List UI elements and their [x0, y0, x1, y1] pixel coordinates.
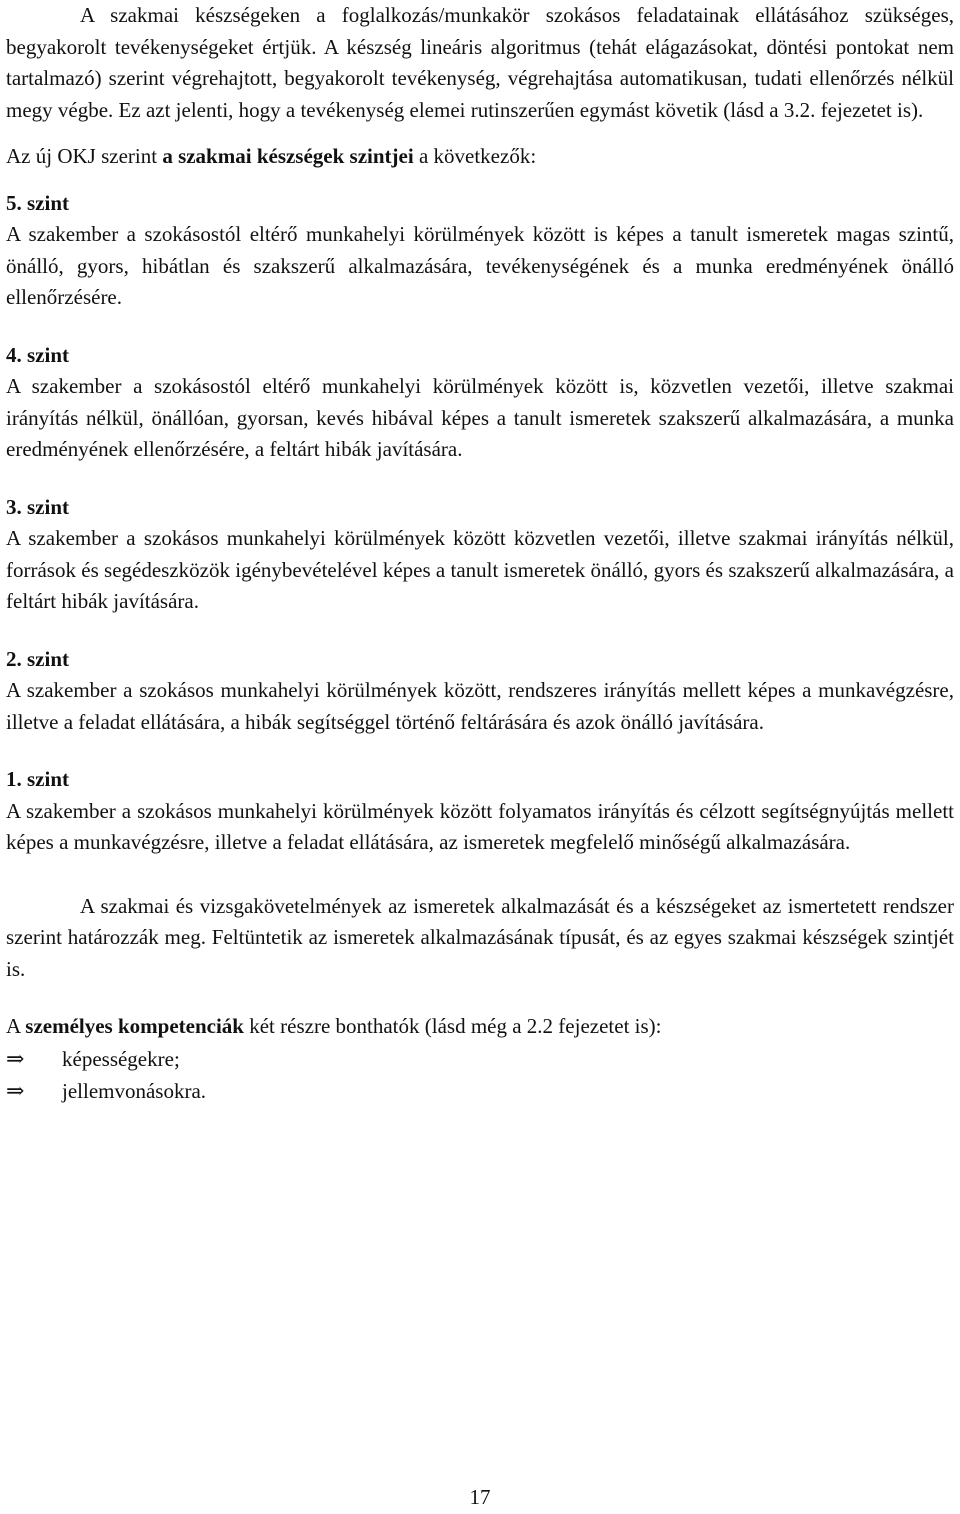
page-number: 17: [469, 1485, 491, 1509]
double-arrow-icon: ⇒: [6, 1045, 25, 1071]
level-1: [6, 764, 954, 859]
level-5: [6, 188, 954, 314]
requirements-paragraph: A szakmai és vizsgakövetelmények az ismeretek alkalmazását és a készségeket az ismertetett rendszer szerint határozzák meg. Feltüntetik az ismeretek alkalmazásának típusát, és az egyes szakmai készségek szintjét is.: [6, 893, 954, 981]
personal-intro-bold: személyes kompetenciák: [25, 1014, 244, 1038]
list-item: [6, 1075, 954, 1108]
list-item-text: jellemvonásokra.: [62, 1079, 207, 1103]
document-page: [6, 0, 954, 1108]
double-arrow-icon: ⇒: [6, 1078, 25, 1103]
list-item-text: képességekre;: [62, 1046, 180, 1071]
level-text: A szakember a szokásos munkahelyi körülmények között, rendszeres irányítás mellett képes a munkavégzésre, illetve a feladat ellátására, a hibák segítséggel történő feltárására és azok önálló javítására.: [6, 678, 954, 734]
level-text: A szakember a szokásos munkahelyi körülmények között folyamatos irányítás és célzott segítségnyújtás mellett képes a munkavégzésre, illetve a feladat ellátására, az ismeretek megfelelő minőségű alkalmazására.: [6, 798, 954, 854]
intro-paragraph: A szakmai készségeken a foglalkozás/munkakör szokásos feladatainak ellátásához szükséges, begyakorolt tevékenységeket értjük. A készség lineáris algoritmus (tehát elágazásokat, döntési pontokat nem tartalmazó) szerint végrehajtott, begyakorolt tevékenység, végrehajtása automatikusan, tudati ellenőrzés nélkül megy végbe. Ez azt jelenti, hogy a tevékenység elemei rutinszerűen egymást követik (lásd a 3.2. fejezetet is).: [6, 3, 954, 122]
level-title: 1. szint: [6, 767, 69, 791]
level-4: [6, 340, 954, 466]
level-title: 5. szint: [6, 190, 69, 215]
level-title: 4. szint: [6, 342, 69, 367]
level-text: A szakember a szokásostól eltérő munkahelyi körülmények között is, közvetlen vezetői, illetve szakmai irányítás nélkül, önállóan, gyorsan, kevés hibával képes a tanult ismeretek szakszerű alkalmazására, a munka eredményének ellenőrzésére, a feltárt hibák javítására.: [6, 374, 954, 461]
personal-intro-before: A: [6, 1014, 26, 1038]
level-3: [6, 492, 954, 618]
personal-intro-after: két részre bonthatók (lásd még a 2.2 fejezetet is):: [243, 1014, 662, 1038]
level-2: [6, 644, 954, 739]
level-text: A szakember a szokásostól eltérő munkahelyi körülmények között is képes a tanult ismeretek magas szintű, önálló, gyors, hibátlan és szakszerű alkalmazására, tevékenységének és a munka eredményének önálló ellenőrzésére.: [6, 222, 954, 309]
level-title: 2. szint: [6, 646, 69, 671]
levels-intro: [6, 141, 954, 173]
level-title: 3. szint: [6, 494, 69, 519]
list-item: [6, 1043, 954, 1076]
levels-intro-bold: a szakmai készségek szintjei: [162, 144, 414, 168]
levels-intro-before: Az új OKJ szerint: [6, 144, 163, 168]
levels-intro-after: a következők:: [413, 144, 537, 168]
personal-intro: [6, 1011, 954, 1043]
level-text: A szakember a szokásos munkahelyi körülmények között közvetlen vezetői, illetve szakmai irányítás nélkül, források és segédeszközök igénybevételével képes a tanult ismeretek önálló, gyors és szakszerű alkalmazására, a feltárt hibák javítására.: [6, 526, 954, 613]
